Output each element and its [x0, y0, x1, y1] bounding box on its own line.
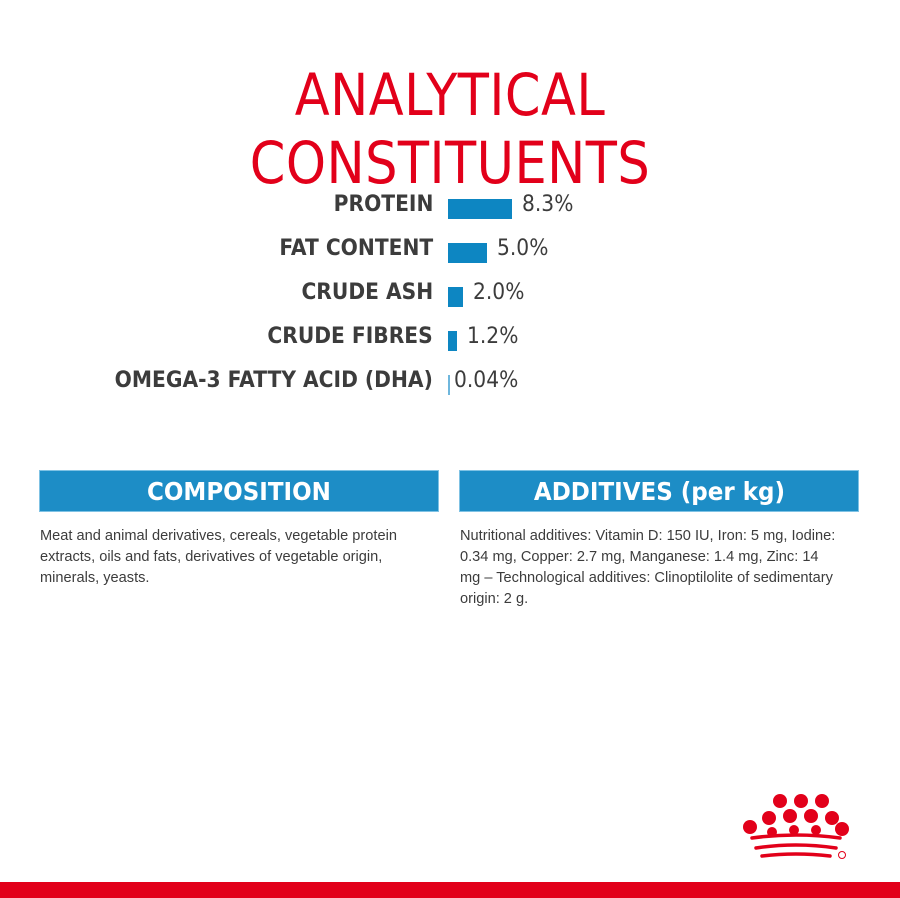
constituent-label: FAT CONTENT [279, 236, 433, 261]
title-line-1: ANALYTICAL [294, 60, 606, 129]
constituent-row-protein [0, 186, 900, 230]
constituent-bar [448, 331, 457, 351]
composition-heading-label: COMPOSITION [147, 477, 331, 506]
constituent-row-fat-content [0, 230, 900, 274]
constituent-bar [448, 199, 512, 219]
constituent-bar [448, 287, 463, 307]
additives-heading [459, 470, 859, 512]
page-title [54, 61, 846, 197]
composition-heading [39, 470, 439, 512]
constituent-label: CRUDE FIBRES [267, 324, 433, 349]
constituent-label: OMEGA-3 FATTY ACID (DHA) [114, 368, 433, 393]
constituent-label: PROTEIN [333, 192, 433, 217]
additives-text: Nutritional additives: Vitamin D: 150 IU, Iron: 5 mg, Iodine: 0.34 mg, Copper: 2.7 mg, Manganese: 1.4 mg, Zinc: 14 mg – Technological additives: Clinoptilolite of sedimentary origin: 2 g. [460, 528, 836, 607]
composition-text: Meat and animal derivatives, cereals, vegetable protein extracts, oils and fats, derivatives of vegetable origin, minerals, yeasts. [40, 528, 397, 586]
constituent-value: 8.3% [521, 192, 574, 217]
constituent-row-omega-3 [0, 362, 900, 406]
title-line-2: CONSTITUENTS [249, 128, 651, 197]
constituent-value: 1.2% [467, 324, 519, 349]
constituent-row-crude-ash [0, 274, 900, 318]
footer-red-bar [0, 882, 900, 898]
constituent-value: 0.04% [454, 368, 519, 393]
additives-heading-label: ADDITIVES (per kg) [533, 477, 785, 506]
constituent-value: 5.0% [496, 236, 548, 261]
crown-logo-icon [738, 792, 850, 864]
constituent-bar [448, 375, 450, 395]
constituent-label: CRUDE ASH [301, 280, 433, 305]
constituent-bar [448, 243, 487, 263]
constituent-value: 2.0% [473, 280, 525, 305]
constituent-row-crude-fibres [0, 318, 900, 362]
